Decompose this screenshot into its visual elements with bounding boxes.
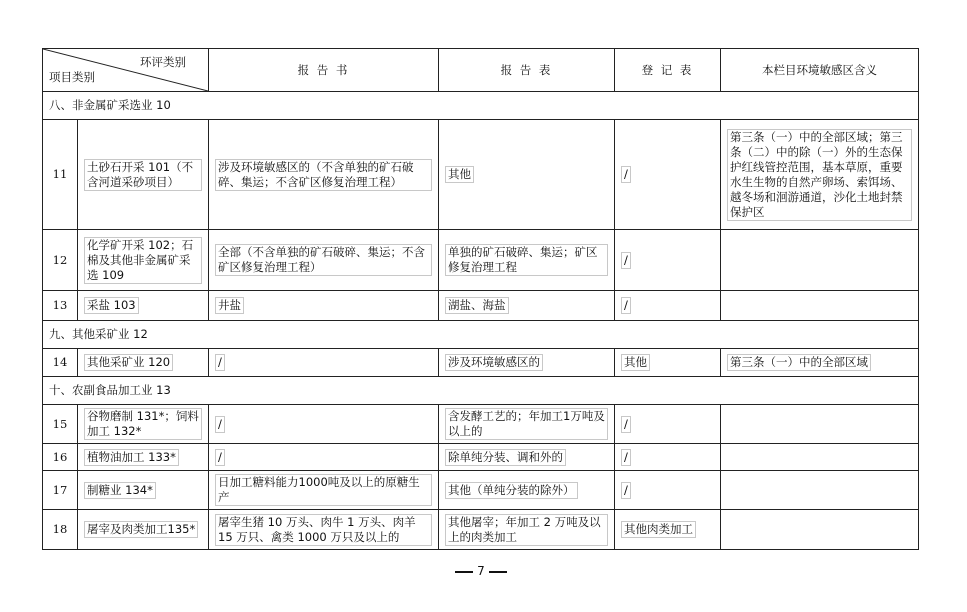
report-book-cell: 涉及环境敏感区的（不含单独的矿石破碎、集运；不含矿区修复治理工程） <box>209 120 439 230</box>
report-book-cell: 屠宰生猪 10 万头、肉牛 1 万头、肉羊 15 万只、禽类 1000 万只及以上的 <box>209 510 439 550</box>
table-row <box>43 120 919 230</box>
report-form-cell: 单独的矿石破碎、集运；矿区修复治理工程 <box>439 230 615 291</box>
header-sensitive-area: 本栏目环境敏感区含义 <box>721 49 919 92</box>
header-register: 登 记 表 <box>615 49 721 92</box>
header-report-book: 报 告 书 <box>209 49 439 92</box>
report-form-cell: 含发酵工艺的；年加工1万吨及以上的 <box>439 405 615 444</box>
table-row <box>43 291 919 321</box>
project-category: 屠宰及肉类加工135* <box>78 510 209 550</box>
report-book-cell: / <box>209 444 439 471</box>
row-number: 12 <box>43 230 78 291</box>
table-row <box>43 405 919 444</box>
row-number: 18 <box>43 510 78 550</box>
sensitive-area-cell: 第三条（一）中的全部区域 <box>721 349 919 377</box>
section-row <box>43 92 919 120</box>
report-book-cell: 全部（不含单独的矿石破碎、集运；不含矿区修复治理工程） <box>209 230 439 291</box>
corner-top-label: 环评类别 <box>140 55 186 69</box>
register-cell: / <box>615 405 721 444</box>
row-number: 15 <box>43 405 78 444</box>
register-cell: / <box>615 471 721 510</box>
sensitive-area-cell <box>721 444 919 471</box>
table-row <box>43 230 919 291</box>
register-cell: / <box>615 120 721 230</box>
report-book-cell: / <box>209 405 439 444</box>
section-row <box>43 321 919 349</box>
sensitive-area-cell: 第三条（一）中的全部区域；第三条（二）中的除（一）外的生态保护红线管控范围，基本草原，重要水生生物的自然产卵场、索饵场、越冬场和洄游通道，沙化土地封禁保护区 <box>721 120 919 230</box>
section-title: 十、农副食品加工业 13 <box>43 377 919 405</box>
report-form-cell: 其他 <box>439 120 615 230</box>
project-category: 谷物磨制 131*；饲料加工 132* <box>78 405 209 444</box>
report-form-cell: 除单纯分装、调和外的 <box>439 444 615 471</box>
page-number: 7 <box>477 564 485 578</box>
corner-bottom-label: 项目类别 <box>49 70 95 84</box>
sensitive-area-cell <box>721 291 919 321</box>
footer-dash-right <box>489 571 507 573</box>
section-title: 八、非金属矿采选业 10 <box>43 92 919 120</box>
register-cell: / <box>615 444 721 471</box>
report-book-cell: 井盐 <box>209 291 439 321</box>
row-number: 13 <box>43 291 78 321</box>
row-number: 14 <box>43 349 78 377</box>
sensitive-area-cell <box>721 471 919 510</box>
register-cell: 其他肉类加工 <box>615 510 721 550</box>
section-title: 九、其他采矿业 12 <box>43 321 919 349</box>
project-category: 化学矿开采 102；石棉及其他非金属矿采选 109 <box>78 230 209 291</box>
row-number: 11 <box>43 120 78 230</box>
project-category: 采盐 103 <box>78 291 209 321</box>
report-form-cell: 其他屠宰；年加工 2 万吨及以上的肉类加工 <box>439 510 615 550</box>
table-row <box>43 510 919 550</box>
project-category: 制糖业 134* <box>78 471 209 510</box>
report-form-cell: 湖盐、海盐 <box>439 291 615 321</box>
page-footer <box>448 564 514 578</box>
report-book-cell: / <box>209 349 439 377</box>
register-cell: / <box>615 291 721 321</box>
project-category: 植物油加工 133* <box>78 444 209 471</box>
register-cell: / <box>615 230 721 291</box>
table-row <box>43 471 919 510</box>
table-row <box>43 444 919 471</box>
row-number: 16 <box>43 444 78 471</box>
report-book-cell: 日加工糖料能力1000吨及以上的原糖生产 <box>209 471 439 510</box>
register-cell: 其他 <box>615 349 721 377</box>
section-row <box>43 377 919 405</box>
classification-table <box>42 48 919 550</box>
table-row <box>43 349 919 377</box>
footer-dash-left <box>455 571 473 573</box>
row-number: 17 <box>43 471 78 510</box>
project-category: 其他采矿业 120 <box>78 349 209 377</box>
header-corner-cell <box>43 49 209 92</box>
sensitive-area-cell <box>721 510 919 550</box>
report-form-cell: 涉及环境敏感区的 <box>439 349 615 377</box>
table-header-row <box>43 49 919 92</box>
sensitive-area-cell <box>721 405 919 444</box>
project-category: 土砂石开采 101（不含河道采砂项目） <box>78 120 209 230</box>
sensitive-area-cell <box>721 230 919 291</box>
header-report-form: 报 告 表 <box>439 49 615 92</box>
report-form-cell: 其他（单纯分装的除外） <box>439 471 615 510</box>
